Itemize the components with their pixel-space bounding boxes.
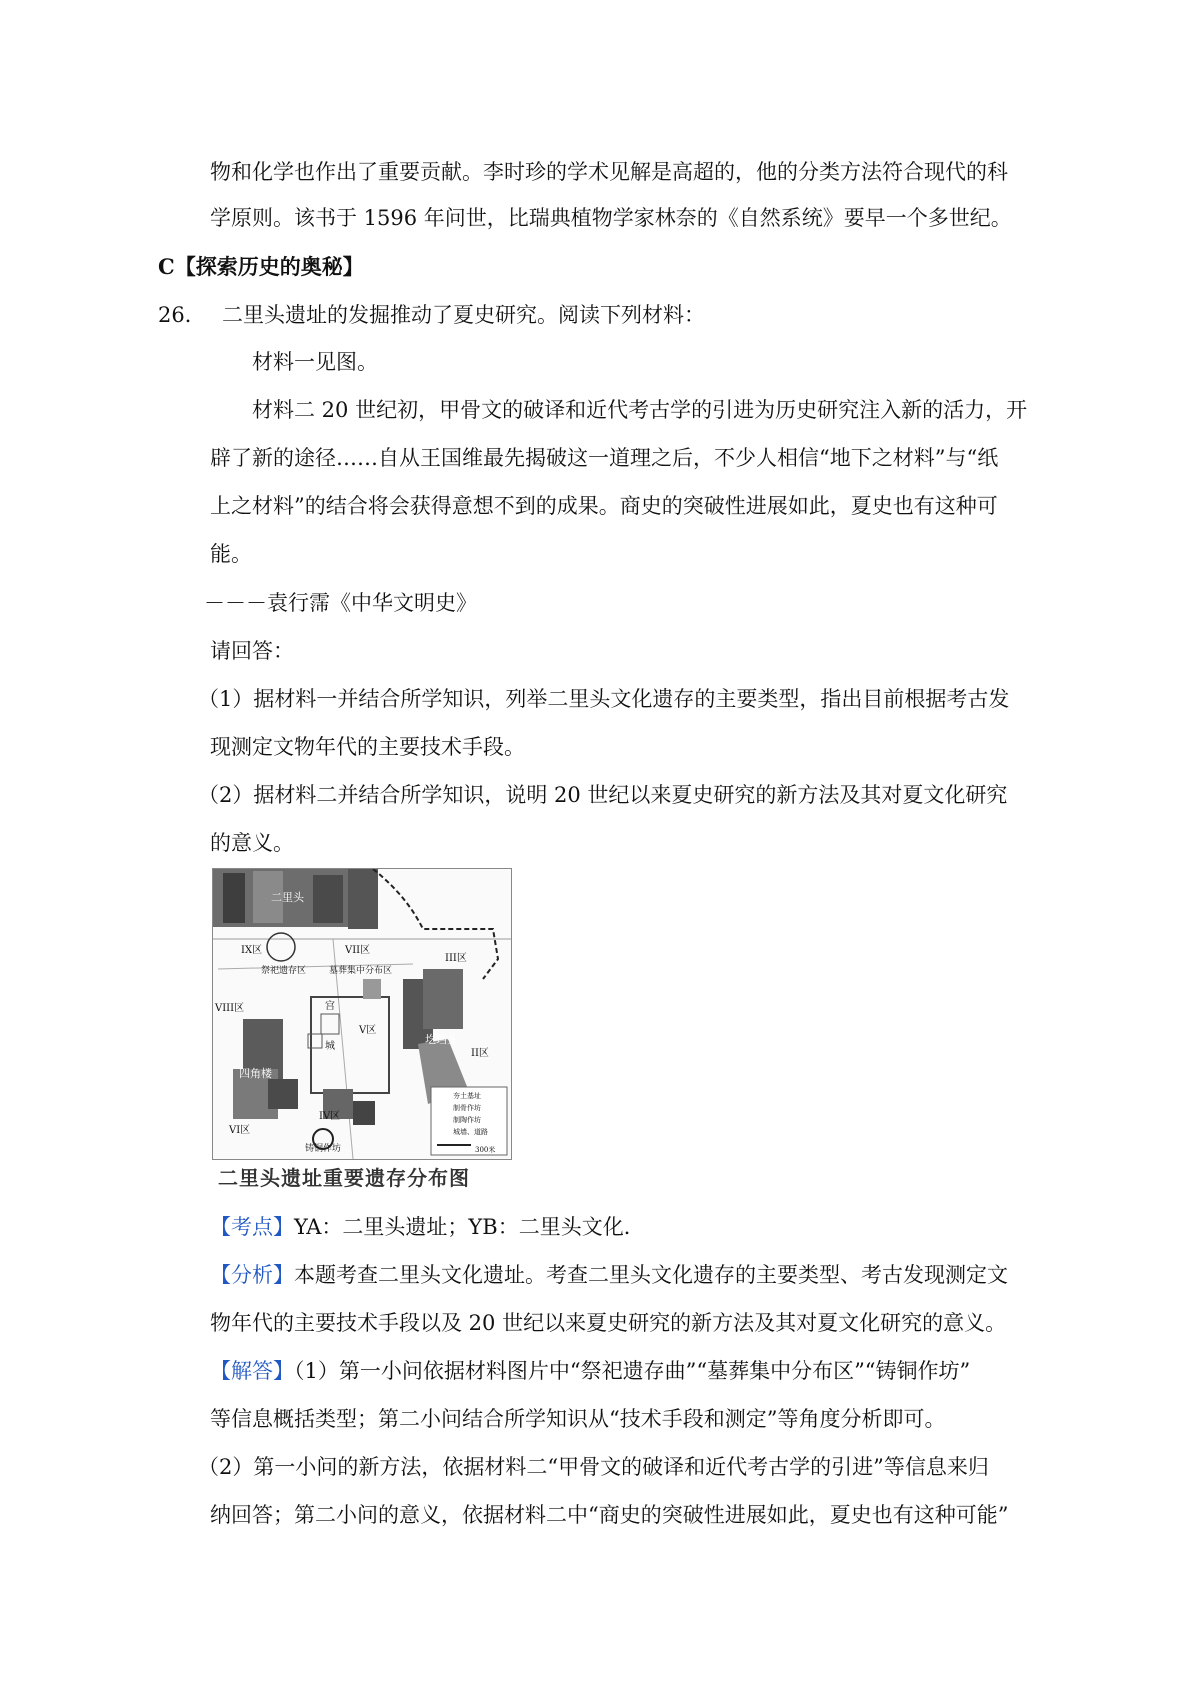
material-source: －－－袁行霈《中华文明史》	[204, 591, 477, 615]
map-label: IX区	[241, 945, 263, 956]
site-map	[212, 868, 512, 1160]
fenxi-line	[210, 1260, 1008, 1290]
map-label: VI区	[229, 1125, 251, 1136]
kaodian-line	[210, 1212, 645, 1242]
map-label: 四角楼	[239, 1067, 272, 1080]
material-one: 材料一见图。	[252, 350, 378, 374]
map-label: 铸铜作坊	[305, 1144, 342, 1154]
map-label: V区	[359, 1025, 377, 1036]
jieda-tag: 【解答】	[210, 1359, 294, 1383]
material-two-line: 上之材料”的结合将会获得意想不到的成果。商史的突破性进展如此，夏史也有这种可	[210, 494, 998, 518]
jieda-line: 等信息概括类型；第二小问结合所学知识从“技术手段和测定”等角度分析即可。	[210, 1407, 946, 1431]
map-label: 墓葬集中分布区	[329, 966, 393, 976]
fenxi-text: 本题考查二里头文化遗址。考查二里头文化遗存的主要类型、考古发现测定文	[294, 1263, 1008, 1287]
sub-question-line: （2）据材料二并结合所学知识，说明 20 世纪以来夏史研究的新方法及其对夏文化研究	[198, 783, 1008, 807]
jieda-line: （2）第一小问的新方法，依据材料二“甲骨文的破译和近代考古学的引进”等信息来归	[198, 1455, 989, 1479]
material-two-line: 辟了新的途径……自从王国维最先揭破这一道理之后，不少人相信“地下之材料”与“纸	[210, 446, 999, 470]
map-scale: 300米	[475, 1146, 496, 1154]
fenxi-tag: 【分析】	[210, 1263, 294, 1287]
jieda-line: 纳回答；第二小问的意义，依据材料二中“商史的突破性进展如此，夏史也有这种可能”	[210, 1503, 1009, 1527]
sub-question-line: （1）据材料一并结合所学知识，列举二里头文化遗存的主要类型，指出目前根据考古发	[198, 687, 1010, 711]
map-label: II区	[471, 1048, 489, 1059]
map-label: VIII区	[215, 1003, 245, 1014]
map-label: 祭祀遗存区	[261, 966, 307, 976]
jieda-line	[210, 1356, 970, 1386]
sub-question-line: 的意义。	[210, 831, 294, 855]
map-label: 城	[325, 1041, 335, 1052]
kaodian-tag: 【考点】	[210, 1215, 294, 1239]
question-stem: 二里头遗址的发掘推动了夏史研究。阅读下列材料：	[222, 303, 705, 327]
site-map-figure	[212, 868, 512, 1188]
answer-prompt: 请回答：	[210, 639, 294, 663]
figure-caption: 二里头遗址重要遗存分布图	[218, 1166, 470, 1190]
map-legend-item: 制陶作坊	[453, 1116, 481, 1124]
map-label: III区	[445, 953, 467, 964]
section-title: C【探索历史的奥秘】	[158, 254, 364, 279]
intro-line: 学原则。该书于 1596 年问世，比瑞典植物学家林奈的《自然系统》要早一个多世纪。	[210, 206, 1012, 230]
map-label: VII区	[345, 945, 371, 956]
map-label: 二里头	[271, 891, 304, 904]
map-legend-item: 夯土基址	[453, 1092, 481, 1100]
material-two-line: 能。	[210, 542, 252, 566]
question-number: 26．	[158, 303, 206, 327]
map-label: IV区	[319, 1111, 341, 1122]
kaodian-text: YA：二里头遗址；YB：二里头文化．	[294, 1215, 645, 1239]
map-legend-item: 制骨作坊	[453, 1104, 481, 1112]
map-legend-item: 城墙、道路	[453, 1128, 488, 1136]
sub-question-line: 现测定文物年代的主要技术手段。	[210, 735, 525, 759]
map-label: 宫	[325, 1001, 335, 1012]
intro-line: 物和化学也作出了重要贡献。李时珍的学术见解是高超的，他的分类方法符合现代的科	[210, 160, 1008, 184]
map-label: 圪垱头	[425, 1033, 458, 1046]
jieda-text: （1）第一小问依据材料图片中“祭祀遗存曲”“墓葬集中分布区”“铸铜作坊”	[294, 1359, 971, 1383]
material-two-line: 材料二 20 世纪初，甲骨文的破译和近代考古学的引进为历史研究注入新的活力，开	[252, 398, 1028, 422]
fenxi-line: 物年代的主要技术手段以及 20 世纪以来夏史研究的新方法及其对夏文化研究的意义。	[210, 1311, 1007, 1335]
